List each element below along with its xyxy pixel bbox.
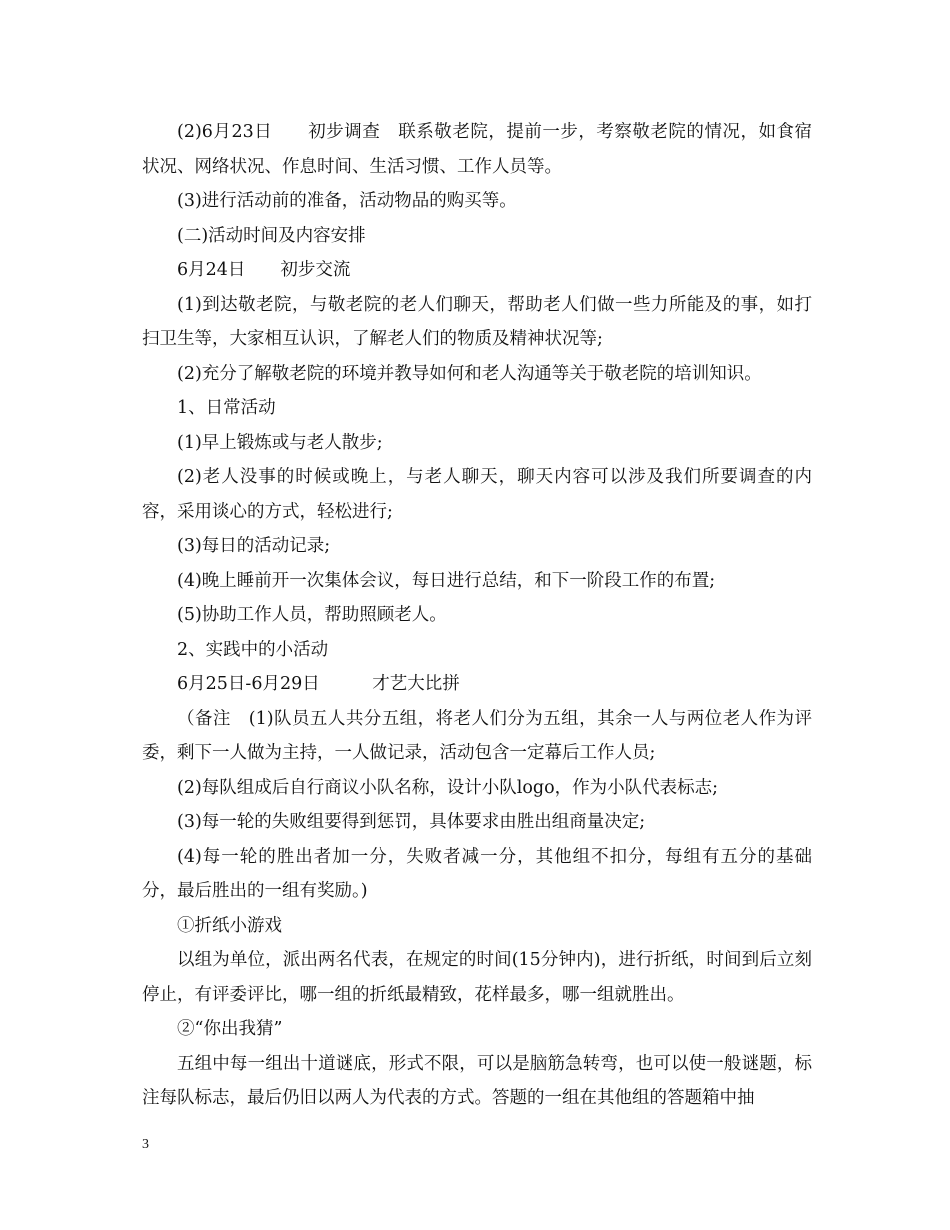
paragraph-11: (4)晚上睡前开一次集体会议，每日进行总结，和下一阶段工作的布置;	[177, 570, 716, 591]
date-line-june-25-29: 6月25日-6月29日 才艺大比拼	[177, 674, 460, 694]
paragraph-17: (3)每一轮的失败组要得到惩罚，具体要求由胜出组商量决定;	[177, 812, 646, 832]
paragraph-10: (3)每日的活动记录;	[177, 536, 331, 556]
paragraph-16: (2)每队组成后自行商议小队名称，设计小队logo，作为小队代表标志;	[177, 777, 719, 798]
date-line-june-24: 6月24日 初步交流	[177, 260, 351, 280]
paragraph-notes: （备注 (1)队员五人共分五组，将老人们分为五组，其余一人与两位老人作为评委，剩下一人做为主持，一人做记录，活动包含一定幕后工作人员;	[142, 708, 812, 763]
subheading-guessing-game: ②“你出我猜”	[177, 1019, 283, 1039]
paragraph-6: (2)充分了解敬老院的环境并教导如何和老人沟通等关于敬老院的培训知识。	[177, 363, 762, 384]
paragraph-12: (5)协助工作人员，帮助照顾老人。	[177, 605, 447, 625]
subheading-daily-activities: 1、日常活动	[177, 398, 276, 418]
paragraph-9: (2)老人没事的时候或晚上，与老人聊天，聊天内容可以涉及我们所要调查的内容，采用谈心的方式，轻松进行;	[142, 467, 812, 522]
section-heading-2: (二)活动时间及内容安排	[177, 225, 366, 246]
paragraph-5: (1)到达敬老院，与敬老院的老人们聊天，帮助老人们做一些力所能及的事，如打扫卫生等，大家相互认识，了解老人们的物质及精神状况等;	[142, 294, 812, 349]
paragraph-8: (1)早上锻炼或与老人散步;	[177, 432, 383, 453]
paragraph-18: (4)每一轮的胜出者加一分，失败者减一分，其他组不扣分，每组有五分的基础分，最后胜出的一组有奖励。)	[142, 846, 812, 901]
paragraph-2: (3)进行活动前的准备，活动物品的购买等。	[177, 191, 517, 211]
page-number: 3	[142, 1137, 149, 1152]
paragraph-1: (2)6月23日 初步调查 联系敬老院，提前一步，考察敬老院的情况，如食宿状况、网络状况、作息时间、生活习惯、工作人员等。	[142, 122, 812, 177]
paragraph-22: 五组中每一组出十道谜底，形式不限，可以是脑筋急转弯，也可以使一般谜题，标注每队标志，最后仍旧以两人为代表的方式。答题的一组在其他组的答题箱中抽	[142, 1053, 812, 1108]
subheading-origami-game: ①折纸小游戏	[177, 915, 282, 936]
paragraph-20: 以组为单位，派出两名代表，在规定的时间(15分钟内)，进行折纸，时间到后立刻停止，有评委评比，哪一组的折纸最精致，花样最多，哪一组就胜出。	[142, 950, 812, 1005]
body-text	[142, 115, 812, 1116]
subheading-small-activities: 2、实践中的小活动	[177, 639, 329, 660]
